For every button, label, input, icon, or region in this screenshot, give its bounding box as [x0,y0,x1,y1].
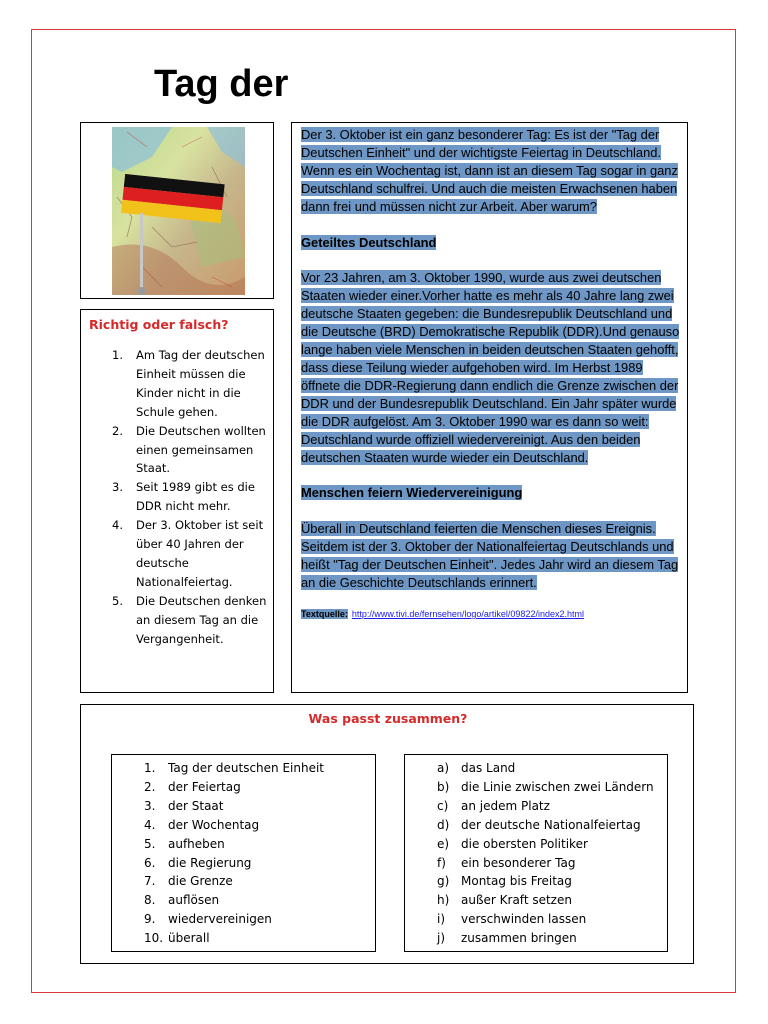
item-number: 9. [144,912,156,927]
german-flag-map-image [112,127,245,295]
item-text: die Linie zwischen zwei Ländern [461,779,654,794]
list-item [112,872,324,891]
list-item [81,478,275,516]
item-text: die Regierung [168,855,252,870]
matching-right-box [404,754,668,952]
list-item [405,797,654,816]
article-body [301,126,681,624]
item-number: 5. [144,836,156,851]
page-title: Tag der [154,63,289,105]
item-text: auflösen [168,893,220,908]
list-item [112,778,324,797]
item-text: die Grenze [168,874,233,889]
item-text: außer Kraft setzen [461,893,572,908]
item-text: wiedervereinigen [168,912,272,927]
list-item [405,854,654,873]
list-item [405,759,654,778]
item-letter: f) [437,855,446,870]
true-false-heading: Richtig oder falsch? [89,317,229,332]
true-false-box [80,309,274,693]
list-item [405,891,654,910]
list-item [112,910,324,929]
item-letter: g) [437,874,450,889]
list-item [112,816,324,835]
list-item [405,778,654,797]
item-letter: b) [437,779,450,794]
item-text: Die Deutschen denken an diesem Tag an die Vergangenheit. [136,593,267,646]
item-text: Der 3. Oktober ist seit über 40 Jahren der deutsche Nationalfeiertag. [136,518,264,589]
list-item [405,910,654,929]
item-text: ein besonderer Tag [461,855,576,870]
item-number: 4. [112,518,123,533]
item-text: der Feiertag [168,779,241,794]
item-number: 7. [144,874,156,889]
source-line [301,606,681,624]
list-item [112,854,324,873]
item-text: der Staat [168,798,224,813]
list-item [405,835,654,854]
matching-heading: Was passt zusammen? [308,711,468,726]
item-text: an jedem Platz [461,798,550,813]
list-item [405,816,654,835]
item-letter: i) [437,912,446,927]
item-number: 10. [144,931,164,946]
list-item [81,592,275,649]
source-link[interactable]: http://www.tivi.de/fernsehen/logo/artikel/09822/index2.html [351,608,584,619]
image-box [80,122,274,299]
item-text: Seit 1989 gibt es die DDR nicht mehr. [136,480,255,514]
article-paragraph-2: Überall in Deutschland feierten die Menschen dieses Ereignis. Seitdem ist der 3. Oktober der Nationalfeiertag Deutschlands und heißt "Tag der Deutschen Einheit". Jedes Jahr wird an diesem Tag an die Geschichte Deutschlands erinnert. [301,521,679,591]
item-text: Am Tag der deutschen Einheit müssen die Kinder nicht in die Schule gehen. [136,348,265,419]
item-letter: d) [437,817,450,832]
article-box [291,122,688,693]
item-number: 1. [112,348,123,362]
matching-right-list [405,759,654,948]
list-item [81,346,275,422]
item-number: 1. [144,761,156,775]
item-number: 3. [112,480,123,495]
item-text: der Wochentag [168,817,260,832]
matching-left-box [111,754,376,952]
list-item [81,422,275,479]
item-letter: c) [437,798,449,813]
item-letter: a) [437,761,450,775]
german-flag-icon [112,127,245,295]
list-item [405,929,654,948]
item-number: 3. [144,798,156,813]
list-item [112,759,324,778]
source-label: Textquelle: [301,608,348,619]
matching-left-list [112,759,324,948]
item-number: 5. [112,593,123,608]
item-text: Tag der deutschen Einheit [168,761,324,775]
item-letter: h) [437,893,450,908]
article-paragraph-1: Vor 23 Jahren, am 3. Oktober 1990, wurde aus zwei deutschen Staaten wieder einer.Vorher hatte es mehr als 40 Jahre lang zwei deutsche Staaten gegeben: die Bundesrepublik Deutschland und die Deutsche (BRD) Demokratische Republik (DDR).Und genauso lange haben viele Menschen in beiden deutschen Staaten gehofft, dass diese Teilung wieder aufgehoben wird. Im Herbst 1989 öffnete die DDR-Regierung dann endlich die Grenze zwischen der DDR und der Bundesrepublik Deutschland. Ein Jahr später wurde die DDR aufgelöst. Am 3. Oktober 1990 war es dann so weit: Deutschland wurde offiziell wiedervereinigt. Aus den beiden deutschen Staaten wurde wieder ein Deutschland. [301,270,680,465]
list-item [112,835,324,854]
item-letter: e) [437,836,450,851]
list-item [405,872,654,891]
item-letter: j) [437,931,446,946]
item-text: überall [168,931,210,946]
item-text: aufheben [168,836,225,851]
item-number: 2. [112,423,123,438]
section-heading-divided: Geteiltes Deutschland [301,234,437,250]
list-item [81,516,275,592]
item-text: die obersten Politiker [461,836,588,851]
true-false-list [81,346,275,649]
item-text: Montag bis Freitag [461,874,572,889]
list-item [112,929,324,948]
section-heading-reunification: Menschen feiern Wiedervereinigung [301,485,523,501]
item-text: zusammen bringen [461,931,577,946]
item-number: 8. [144,893,156,908]
item-text: verschwinden lassen [461,912,587,927]
item-text: der deutsche Nationalfeiertag [461,817,641,832]
item-number: 6. [144,855,156,870]
list-item [112,797,324,816]
list-item [112,891,324,910]
item-text: Die Deutschen wollten einen gemeinsamen Staat. [136,423,266,476]
item-text: das Land [461,761,516,775]
item-number: 2. [144,779,156,794]
article-intro: Der 3. Oktober ist ein ganz besonderer Tag: Es ist der "Tag der Deutschen Einheit" und der wichtigste Feiertag in Deutschland. Wenn es ein Wochentag ist, dann ist an diesem Tag sogar in ganz Deutschland schulfrei. Und auch die meisten Erwachsenen haben dann frei und müssen nicht zur Arbeit. Aber warum? [301,127,678,214]
item-number: 4. [144,817,156,832]
